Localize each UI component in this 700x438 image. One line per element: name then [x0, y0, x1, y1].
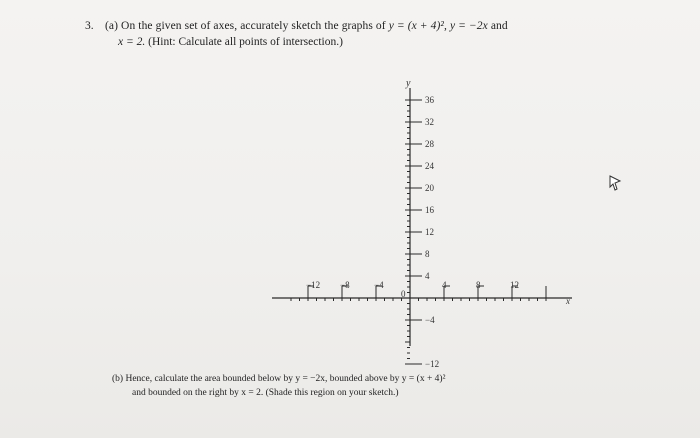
y-tick-label: −4	[425, 315, 435, 325]
question-number: 3.	[85, 20, 94, 32]
y-tick-label: 36	[425, 95, 434, 105]
part-b-line2: and bounded on the right by x = 2. (Shade this region on your sketch.)	[132, 388, 399, 398]
y-tick-marks	[405, 100, 422, 364]
part-a-eq2: y = −2x	[449, 20, 488, 32]
part-b-text	[112, 372, 445, 400]
y-tick-label: 16	[425, 205, 434, 215]
mouse-cursor-icon	[608, 175, 622, 191]
y-tick-label: 20	[425, 183, 434, 193]
y-axis-label: y	[406, 78, 411, 89]
y-tick-label: 8	[425, 249, 430, 259]
y-tick-label: 28	[425, 139, 434, 149]
part-b-line1: (b) Hence, calculate the area bounded below by y = −2x, bounded above by y = (x + 4)²	[112, 374, 446, 384]
x-tick-marks	[291, 286, 546, 301]
x-tick-label: −8	[340, 280, 350, 290]
x-axis-label: x	[566, 296, 570, 306]
part-a-eq3: x = 2.	[118, 36, 146, 48]
y-tick-label: −12	[425, 359, 440, 369]
x-tick-label: −12	[306, 280, 321, 290]
y-tick-label: 12	[425, 227, 434, 237]
origin-label: 0	[401, 289, 406, 299]
part-a-and: and	[487, 20, 508, 32]
part-a-hint: (Hint: Calculate all points of intersection.)	[145, 36, 343, 48]
y-tick-label: 32	[425, 117, 434, 127]
part-a-prefix: (a) On the given set of axes, accurately sketch the graphs of	[105, 20, 389, 32]
x-tick-label: 8	[476, 280, 481, 290]
x-tick-label: 12	[510, 280, 519, 290]
y-tick-label: 4	[425, 271, 430, 281]
x-tick-label: −4	[374, 280, 384, 290]
part-a-eq1: y = (x + 4)²,	[388, 20, 447, 32]
x-tick-labels	[306, 280, 519, 290]
y-tick-label: 24	[425, 161, 434, 171]
x-tick-label: 4	[442, 280, 447, 290]
y-tick-labels	[425, 95, 439, 369]
